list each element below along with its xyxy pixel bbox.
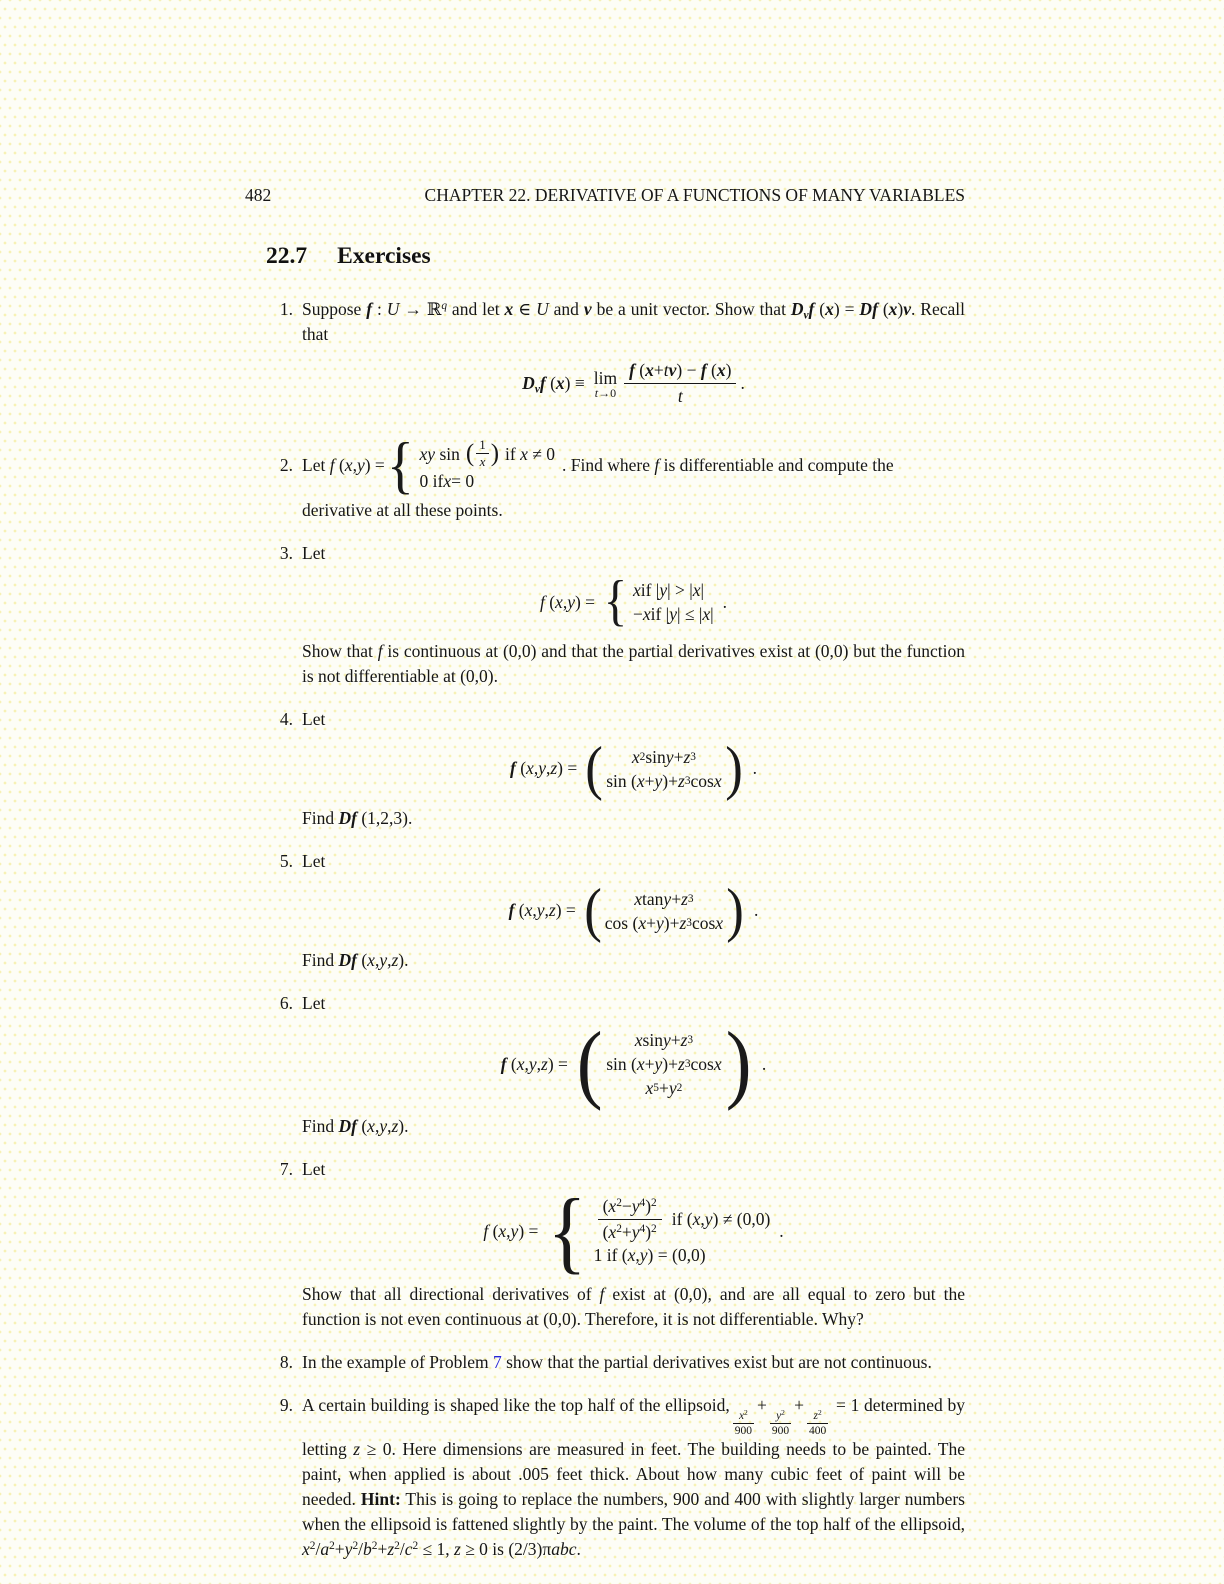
fraction-numerator: f (x+tv) − f (x) <box>629 360 732 380</box>
problem-5-equation <box>302 877 965 944</box>
fraction-numerator: 1 <box>479 437 486 452</box>
vector-stack <box>606 1028 721 1100</box>
problem-9-body <box>302 1393 965 1562</box>
problem-6-body <box>302 991 965 1138</box>
case-row: 1 if ( x , y ) = (0,0) <box>593 1245 706 1266</box>
vector-stack <box>605 887 723 935</box>
case-row: x if | y | > | x | <box>632 580 705 600</box>
problem-2-equation-row <box>245 429 965 501</box>
case-row: − x if | y | ≤ | x | <box>632 604 714 624</box>
limit-operator: lim <box>593 367 618 388</box>
problem-7-number: 7. <box>279 1158 293 1179</box>
problem-4-lead: Let <box>302 709 326 729</box>
problem-3-body <box>302 541 965 689</box>
left-paren-delimiter: ( <box>576 1015 603 1113</box>
problem-4-number: 4. <box>279 709 293 729</box>
page-content <box>245 183 965 1580</box>
problem-8-number: 8. <box>279 1351 293 1372</box>
z-squared-over-400-fraction: $\frac{z^2}{400}$ <box>808 1407 827 1437</box>
difference-quotient-fraction <box>624 359 736 407</box>
problem-4-equation <box>302 735 965 801</box>
fraction-numerator: $(x^2-y^4)^2$ <box>602 1196 657 1217</box>
problem-3-text: Show that f is continuous at (0,0) and that the partial derivatives exist at (0,0) but the function is not differentiable at (0,0). <box>302 641 965 686</box>
left-brace-delimiter: { <box>603 570 628 633</box>
problem-3-number: 3. <box>279 543 293 563</box>
problem-3-lead: Let <box>302 543 326 563</box>
problem-4-text: Find Df (1,2,3). <box>302 808 413 829</box>
left-paren-delimiter: ( <box>583 877 602 944</box>
problem-6-number: 6. <box>279 993 293 1014</box>
problem-9-text-start: A certain building is shaped like the top half of the ellipsoid, <box>302 1394 730 1415</box>
problem-9-text-rest: = 1 determined by letting z ≥ 0. Here dimensions are measured in feet. The building needs to be painted. The paint, when applied is about .005 feet thick. About how many cubic feet of paint will be needed. Hint: This is going to replace the numbers, 900 and 400 with slightly larger numbers when the ellipsoid is fattened slightly by the paint. The volume of the top half of the ellipsoid, $x^2/a^2+y^2/b^2+z^2/c^2 \le 1$, z ≥ 0 is (2/3)πabc. <box>302 1394 965 1559</box>
problem-1 <box>245 297 965 420</box>
vector-component: sin ( x + y )+ z 3 cos x <box>606 1054 722 1075</box>
section-heading <box>266 242 965 270</box>
vector-component: x sin y + z 3 <box>634 1030 694 1051</box>
fraction-denominator: $(x^2+y^4)^2$ <box>598 1219 662 1243</box>
problem-2-text: . Find where f is differentiable and compute the <box>562 455 894 475</box>
problem-9-number: 9. <box>279 1394 293 1415</box>
problem-2-continuation: derivative at all these points. <box>302 500 503 520</box>
equation-period: . <box>761 1053 767 1074</box>
rational-fraction <box>598 1195 662 1243</box>
right-paren-delimiter: ) <box>726 877 744 944</box>
problem-5-body <box>302 849 965 973</box>
problem-7-reference-link[interactable]: 7 <box>493 1351 502 1372</box>
problem-4 <box>245 707 965 831</box>
vector-component: x 2 sin y + z 3 <box>631 746 696 767</box>
equation-period: . <box>722 591 728 612</box>
equation-lhs: f (x,y,z) = <box>508 900 576 921</box>
problem-8-text: In the example of Problem 7 show that the partial derivatives exist but are not continuous. <box>302 1351 932 1372</box>
cases-stack <box>594 1195 771 1267</box>
problem-1-number: 1. <box>279 299 293 319</box>
problem-6-equation <box>302 1015 965 1113</box>
problem-2-number: 2. <box>279 455 293 475</box>
one-over-x-fraction <box>476 438 489 469</box>
equation-period: . <box>740 372 745 393</box>
left-brace-delimiter: { <box>548 1179 587 1282</box>
equation-lhs: f (x,y) = <box>483 1220 539 1241</box>
vector-component: cos ( x + y )+ z 3 cos x <box>604 912 724 933</box>
problem-1-equation <box>302 359 965 407</box>
problem-6-text: Find Df (x,y,z). <box>302 1115 409 1136</box>
limit-block <box>594 368 617 399</box>
page-number: 482 <box>245 185 272 205</box>
equation-lhs: f (x,y,z) = <box>510 758 578 779</box>
problem-2 <box>245 429 965 523</box>
problem-5-lead: Let <box>302 851 326 872</box>
problem-5-text: Find Df (x,y,z). <box>302 950 409 971</box>
equation-lhs: Dvf (x) ≡ <box>522 372 585 395</box>
problem-7-lead: Let <box>302 1158 326 1179</box>
case-row: xy sin ( $\frac{1}{x}$ ) if x ≠ 0 <box>419 437 555 469</box>
section-number: 22.7 <box>266 243 308 269</box>
fraction-denominator: x <box>476 453 489 469</box>
case-condition: if (x,y) ≠ (0,0) <box>671 1209 771 1230</box>
cases-stack <box>633 578 714 626</box>
equation-period: . <box>779 1220 784 1241</box>
problem-5 <box>245 849 965 973</box>
problem-4-body <box>302 707 965 831</box>
problem-9-text <box>302 1393 965 1562</box>
vector-component: sin ( x + y )+ z 3 cos x <box>606 770 722 791</box>
problem-6 <box>245 991 965 1138</box>
case-row <box>594 1195 771 1243</box>
problem-6-lead: Let <box>302 993 326 1014</box>
vector-component: x 5 + y 2 <box>645 1078 683 1099</box>
vector-stack <box>606 745 721 793</box>
problem-9 <box>245 1393 965 1562</box>
equation-lhs: f (x,y,z) = <box>500 1053 568 1074</box>
problem-1-text: Suppose f : U → ℝ$^q$ and let x ∈ U and v be a unit vector. Show that Dvf (x) = Df (x)v. Recall that <box>302 299 965 344</box>
y-squared-over-900-fraction: $\frac{y^2}{900}$ <box>771 1407 790 1437</box>
left-brace-delimiter: { <box>386 429 414 501</box>
left-paren-delimiter: ( <box>585 735 604 801</box>
equation-lhs: Let f (x,y) = <box>302 455 385 475</box>
equation-period: . <box>752 758 757 779</box>
running-header <box>245 183 965 208</box>
chapter-header: CHAPTER 22. DERIVATIVE OF A FUNCTIONS OF MANY VARIABLES <box>424 185 965 205</box>
case-condition: if x ≠ 0 <box>505 443 555 464</box>
problem-8 <box>245 1350 965 1375</box>
right-paren-delimiter: ) <box>725 1015 752 1113</box>
problem-7 <box>245 1157 965 1332</box>
fraction-denominator: t <box>624 383 736 407</box>
problem-1-body <box>302 297 965 420</box>
equation-period: . <box>754 900 759 921</box>
cases-stack <box>420 438 555 493</box>
section-title: Exercises <box>337 243 431 269</box>
problem-3 <box>245 541 965 689</box>
problem-3-equation <box>302 570 965 633</box>
problem-7-text: Show that all directional derivatives of f exist at (0,0), and are all equal to zero but the function is not even continuous at (0,0). Therefore, it is not differentiable. Why? <box>302 1283 965 1329</box>
problem-8-body <box>302 1350 965 1375</box>
problem-7-body <box>302 1157 965 1332</box>
problem-5-number: 5. <box>279 851 293 872</box>
right-paren-delimiter: ) <box>724 735 743 801</box>
plus-sign: + <box>756 1394 767 1415</box>
case-row: 0 if x = 0 <box>419 471 475 491</box>
vector-component: x tan y + z 3 <box>634 888 694 909</box>
case-expression: xy sin <box>419 443 460 464</box>
x-squared-over-900-fraction: $\frac{x^2}{900}$ <box>734 1407 752 1437</box>
limit-subscript: t→0 <box>594 385 617 400</box>
plus-sign: + <box>794 1394 804 1415</box>
exercise-list <box>245 297 965 1562</box>
equation-lhs: f (x,y) = <box>539 591 596 612</box>
problem-7-equation <box>302 1179 965 1282</box>
